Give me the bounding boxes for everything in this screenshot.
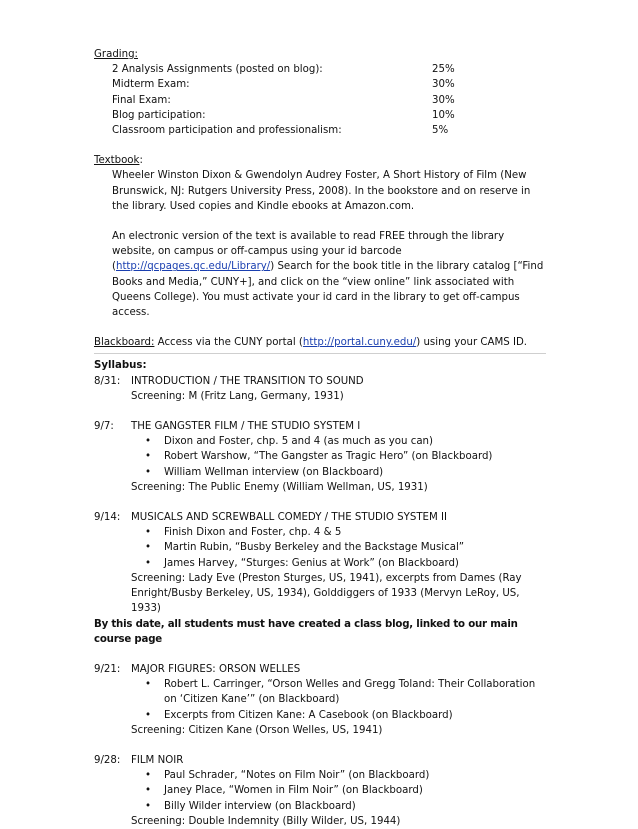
- syllabus-page: [94, 47, 546, 829]
- reading-item: [131, 449, 546, 464]
- textbook-citation: Wheeler Winston Dixon & Gwendolyn Audrey Foster, A Short History of Film (New Brunswick, NJ: Rutgers University Press, 2008). In the bookstore and on reserve in the library. Used copies and Kindle ebooks at Amazon.com.: [112, 170, 531, 212]
- bullet-icon: •: [144, 679, 151, 691]
- bullet-icon: •: [144, 557, 151, 569]
- screening-line: Screening: M (Fritz Lang, Germany, 1931): [131, 390, 344, 402]
- reading-text: James Harvey, “Sturges: Genius at Work” (on Blackboard): [164, 557, 459, 569]
- reading-item: [131, 434, 546, 449]
- grading-item: Final Exam:: [112, 94, 171, 106]
- blackboard-heading: Blackboard:: [94, 337, 155, 349]
- bullet-icon: •: [144, 436, 151, 448]
- reading-item: [131, 540, 546, 555]
- screening-line: Screening: Lady Eve (Preston Sturges, US, 1941), excerpts from Dames (Ray Enright/Busby Berkeley, US, 1934), Golddiggers of 1933 (Mervyn LeRoy, US, 1933): [131, 572, 522, 615]
- week-date: 8/31:: [94, 375, 121, 387]
- screening-line: Screening: Double Indemnity (Billy Wilder, US, 1944): [131, 815, 401, 827]
- week-date: 9/7:: [94, 421, 114, 433]
- syllabus-week: [94, 374, 546, 404]
- reading-text: Janey Place, “Women in Film Noir” (on Blackboard): [164, 785, 423, 797]
- syllabus-week: [94, 662, 546, 738]
- library-link[interactable]: http://qcpages.qc.edu/Library/: [115, 261, 271, 273]
- grading-percent: 25%: [432, 64, 455, 76]
- bullet-icon: •: [144, 527, 151, 539]
- syllabus-week: [94, 753, 546, 829]
- grading-item: 2 Analysis Assignments (posted on blog):: [112, 64, 323, 76]
- syllabus-section: [94, 358, 546, 828]
- week-body: [131, 753, 546, 829]
- grading-row: [94, 123, 546, 138]
- grading-rows: [94, 62, 546, 138]
- blackboard-section: [94, 335, 546, 350]
- week-body: [131, 510, 546, 616]
- week-title: FILM NOIR: [131, 754, 184, 766]
- reading-text: Excerpts from Citizen Kane: A Casebook (on Blackboard): [164, 709, 453, 721]
- week-title: MAJOR FIGURES: ORSON WELLES: [131, 663, 301, 675]
- syllabus-weeks: [94, 374, 546, 829]
- grading-item: Blog participation:: [112, 109, 206, 121]
- reading-text: William Wellman interview (on Blackboard): [164, 466, 384, 478]
- grading-percent: 10%: [432, 109, 455, 121]
- electronic-note-text-a: An electronic version of the text is available to read FREE through the library website, on campus or off-campus using your id barcode (: [112, 231, 505, 273]
- grading-item: Classroom participation and professionalism:: [112, 125, 342, 137]
- grading-percent: 30%: [432, 79, 455, 91]
- syllabus-heading: Syllabus:: [94, 360, 147, 372]
- reading-item: [131, 799, 546, 814]
- section-divider: [94, 353, 546, 354]
- week-title: THE GANGSTER FILM / THE STUDIO SYSTEM I: [131, 421, 361, 433]
- bullet-icon: •: [144, 770, 151, 782]
- week-date: 9/14:: [94, 512, 121, 524]
- reading-text: Robert L. Carringer, “Orson Welles and Gregg Toland: Their Collaboration on ‘Citizen Kane’” (on Blackboard): [164, 679, 536, 706]
- reading-text: Dixon and Foster, chp. 5 and 4 (as much as you can): [164, 436, 433, 448]
- reading-item: [131, 465, 546, 480]
- bullet-icon: •: [144, 709, 151, 721]
- screening-line: Screening: The Public Enemy (William Wellman, US, 1931): [131, 481, 428, 493]
- week-title: MUSICALS AND SCREWBALL COMEDY / THE STUDIO SYSTEM II: [131, 512, 448, 524]
- screening-line: Screening: Citizen Kane (Orson Welles, US, 1941): [131, 724, 383, 736]
- grading-percent: 5%: [432, 125, 449, 137]
- grading-percent: 30%: [432, 94, 455, 106]
- class-blog-notice: By this date, all students must have created a class blog, linked to our main course page: [94, 618, 518, 645]
- bullet-icon: •: [144, 466, 151, 478]
- blackboard-text-a: Access via the CUNY portal (: [154, 337, 303, 349]
- textbook-section: [94, 153, 546, 320]
- bullet-icon: •: [144, 451, 151, 463]
- week-title: INTRODUCTION / THE TRANSITION TO SOUND: [131, 375, 364, 387]
- week-body: [131, 374, 546, 404]
- textbook-colon: :: [139, 155, 143, 167]
- reading-item: [131, 677, 546, 707]
- textbook-electronic-note: [94, 229, 546, 320]
- grading-row: [94, 77, 546, 92]
- week-body: [131, 662, 546, 738]
- electronic-note-text-b: ) Search for the book title in the library catalog [“Find Books and Media,” CUNY+], and click on the “view online” link associated with Queens College). You must activate your id card in the library to get off-campus access.: [112, 261, 544, 319]
- textbook-heading: Textbook: [94, 155, 140, 167]
- portal-link[interactable]: http://portal.cuny.edu/: [302, 337, 417, 349]
- week-date: 9/21:: [94, 663, 121, 675]
- reading-text: Martin Rubin, “Busby Berkeley and the Backstage Musical”: [164, 542, 465, 554]
- grading-row: [94, 93, 546, 108]
- syllabus-week: [94, 510, 546, 616]
- week-date: 9/28:: [94, 754, 121, 766]
- bullet-icon: •: [144, 785, 151, 797]
- reading-text: Finish Dixon and Foster, chp. 4 & 5: [164, 527, 342, 539]
- reading-item: [131, 783, 546, 798]
- reading-item: [131, 556, 546, 571]
- reading-item: [131, 525, 546, 540]
- reading-text: Paul Schrader, “Notes on Film Noir” (on Blackboard): [164, 770, 430, 782]
- grading-row: [94, 108, 546, 123]
- blackboard-text-b: ) using your CAMS ID.: [416, 337, 528, 349]
- grading-heading: Grading:: [94, 49, 138, 60]
- bullet-icon: •: [144, 542, 151, 554]
- reading-text: Robert Warshow, “The Gangster as Tragic Hero” (on Blackboard): [164, 451, 493, 463]
- week-body: [131, 419, 546, 495]
- grading-item: Midterm Exam:: [112, 79, 190, 91]
- bullet-icon: •: [144, 800, 151, 812]
- reading-text: Billy Wilder interview (on Blackboard): [164, 800, 356, 812]
- grading-section: [94, 47, 546, 138]
- syllabus-week: [94, 419, 546, 495]
- reading-item: [131, 768, 546, 783]
- reading-item: [131, 708, 546, 723]
- grading-row: [94, 62, 546, 77]
